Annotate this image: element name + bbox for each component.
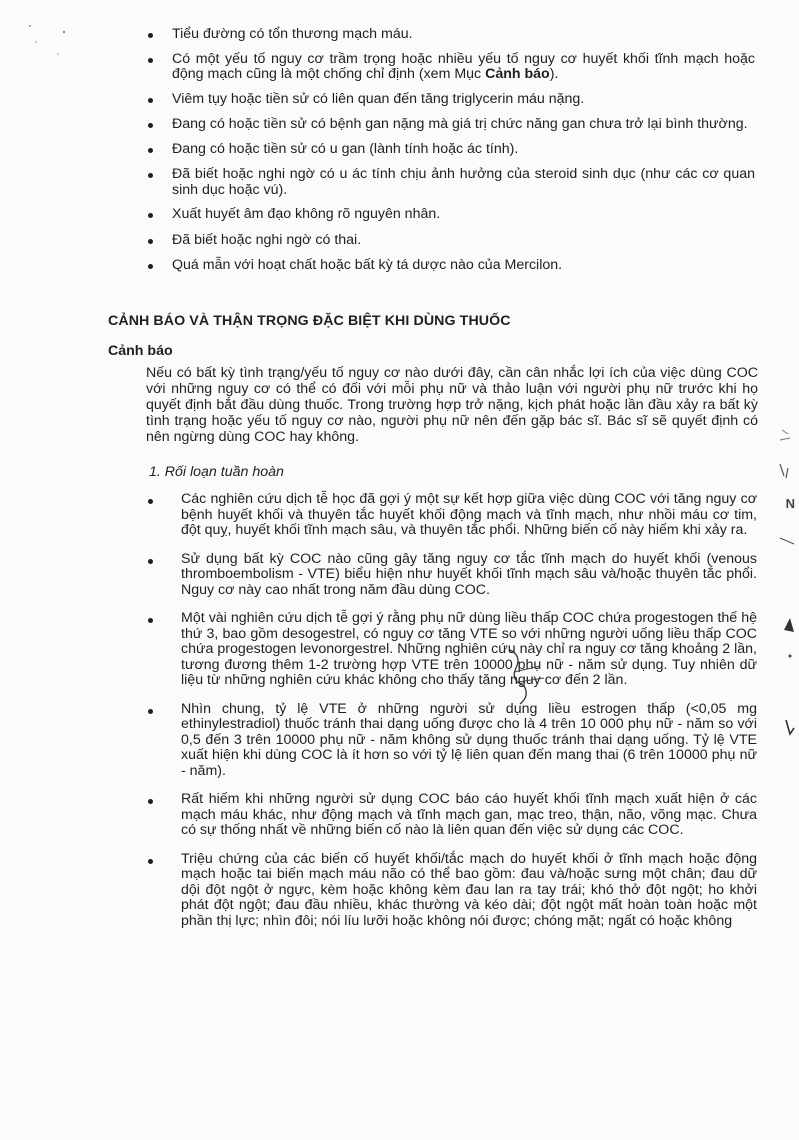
bullet-icon bbox=[148, 33, 153, 38]
bullet-icon bbox=[148, 618, 153, 623]
list-item: Triệu chứng của các biến cố huyết khối/tắc mạch do huyết khối ở tĩnh mạch hoặc động mạch hoặc tai biến mạch máu não có thể bao gồm: đau và/hoặc sưng một chân; đau dữ dội đột ngột ở ngực, kèm hoặc không kèm đau lan ra tay trái; khó thở đột ngột; ho khởi phát đột ngột; đau đầu nhiều, khác thường và kéo dài; đột ngột mất hoàn toàn hoặc một phần thị lực; nhìn đôi; nói líu lưỡi hoặc không nói được; chóng mặt; ngất có hoặc không bbox=[0, 852, 799, 930]
list-item: Đang có hoặc tiền sử có u gan (lành tính hoặc ác tính). bbox=[0, 142, 799, 158]
numbered-heading: 1. Rối loạn tuần hoàn bbox=[149, 464, 284, 480]
intro-paragraph: Nếu có bất kỳ tình trạng/yếu tố nguy cơ nào dưới đây, cần cân nhắc lợi ích của việc dùng COC với những nguy cơ có thể có đối với mỗi phụ nữ và thảo luận với người phụ nữ trước khi họ quyết định bắt đầu dùng thuốc. Trong trường hợp trở nặng, kịch phát hoặc lần đầu xảy ra bất kỳ tình trạng hoặc yếu tố nguy cơ nào, người phụ nữ nên đến gặp bác sĩ. Bác sĩ sẽ quyết định có nên ngừng dùng COC hay không. bbox=[146, 365, 758, 445]
list-item: Tiểu đường có tổn thương mạch máu. bbox=[0, 27, 799, 43]
bullet-icon bbox=[148, 499, 153, 504]
list-item: Đang có hoặc tiền sử có bệnh gan nặng mà giá trị chức năng gan chưa trở lại bình thường. bbox=[0, 117, 799, 133]
bullet-icon bbox=[148, 264, 153, 269]
list-item: Xuất huyết âm đạo không rõ nguyên nhân. bbox=[0, 207, 799, 223]
contraindication-list bbox=[0, 27, 799, 274]
bullet-icon bbox=[148, 239, 153, 244]
section-heading: CẢNH BÁO VÀ THẬN TRỌNG ĐẶC BIỆT KHI DÙNG THUỐC bbox=[108, 313, 511, 329]
list-item: Sử dụng bất kỳ COC nào cũng gây tăng nguy cơ tắc tĩnh mạch do huyết khối (venous thromboembolism - VTE) biểu hiện như huyết khối tĩnh mạch sâu và/hoặc thuyên tắc phổi. Nguy cơ này cao nhất trong năm đầu dùng COC. bbox=[0, 552, 799, 599]
bullet-icon bbox=[148, 173, 153, 178]
bullet-icon bbox=[148, 559, 153, 564]
list-item: Có một yếu tố nguy cơ trầm trọng hoặc nhiều yếu tố nguy cơ huyết khối tĩnh mạch hoặc động mạch cũng là một chống chỉ định (xem Mục Cảnh báo). bbox=[0, 52, 799, 83]
right-edge-artifact bbox=[776, 420, 799, 760]
list-item: Nhìn chung, tỷ lệ VTE ở những người sử dụng liều estrogen thấp (<0,05 mg ethinylestradiol) thuốc tránh thai dạng uống được cho là 4 trên 10 000 phụ nữ - năm so với 0,5 đến 3 trên 10000 phụ nữ - năm không sử dụng thuốc tránh thai dạng uống. Tỷ lệ VTE xuất hiện khi dùng COC là ít hơn so với tỷ lệ liên quan đến mang thai (6 trên 10000 phụ nữ - năm). bbox=[0, 702, 799, 780]
bullet-icon bbox=[148, 859, 153, 864]
bullet-icon bbox=[148, 58, 153, 63]
list-item: Đã biết hoặc nghi ngờ có u ác tính chịu ảnh hưởng của steroid sinh dục (như các cơ quan sinh dục hoặc vú). bbox=[0, 167, 799, 198]
subsection-heading: Cảnh báo bbox=[108, 343, 173, 359]
bullet-icon bbox=[148, 799, 153, 804]
inline-reference: Cảnh báo bbox=[485, 66, 550, 82]
margin-fragment-letter: N bbox=[785, 496, 795, 511]
circulatory-list bbox=[0, 492, 799, 929]
bullet-icon bbox=[148, 148, 153, 153]
scan-speck-top-left bbox=[20, 20, 80, 60]
pen-scribble-mark bbox=[500, 642, 560, 712]
list-item: Các nghiên cứu dịch tễ học đã gợi ý một sự kết hợp giữa việc dùng COC với tăng nguy cơ bệnh huyết khối và thuyên tắc huyết khối động mạch và tĩnh mạch, như nhồi máu cơ tim, đột quỵ, huyết khối tĩnh mạch sâu, và thuyên tắc phổi. Những biến cố này hiếm khi xảy ra. bbox=[0, 492, 799, 539]
bullet-icon bbox=[148, 709, 153, 714]
list-item: Một vài nghiên cứu dịch tễ gợi ý rằng phụ nữ dùng liều thấp COC chứa progestogen thế hệ thứ 3, bao gồm desogestrel, có nguy cơ tăng VTE so với những người uống liều thấp COC chứa progestogen levonorgestrel. Những nghiên cứu này chỉ ra nguy cơ tăng khoảng 2 lần, tương đương thêm 1-2 trường hợp VTE trên 10000 phụ nữ - năm sử dụng. Tuy nhiên dữ liệu từ những nghiên cứu khác không cho thấy tăng nguy cơ đến 2 lần. bbox=[0, 611, 799, 689]
list-item: Viêm tụy hoặc tiền sử có liên quan đến tăng triglycerin máu nặng. bbox=[0, 92, 799, 108]
bullet-icon bbox=[148, 213, 153, 218]
bullet-icon bbox=[148, 98, 153, 103]
bullet-icon bbox=[148, 123, 153, 128]
list-item: Quá mẫn với hoạt chất hoặc bất kỳ tá dược nào của Mercilon. bbox=[0, 258, 799, 274]
list-item: Đã biết hoặc nghi ngờ có thai. bbox=[0, 233, 799, 249]
list-item: Rất hiếm khi những người sử dụng COC báo cáo huyết khối tĩnh mạch xuất hiện ở các mạch máu khác, như động mạch và tĩnh mạch gan, mạc treo, thận, não, võng mạc. Chưa có sự thống nhất về những biến cố nào là liên quan đến việc sử dụng các COC. bbox=[0, 792, 799, 839]
